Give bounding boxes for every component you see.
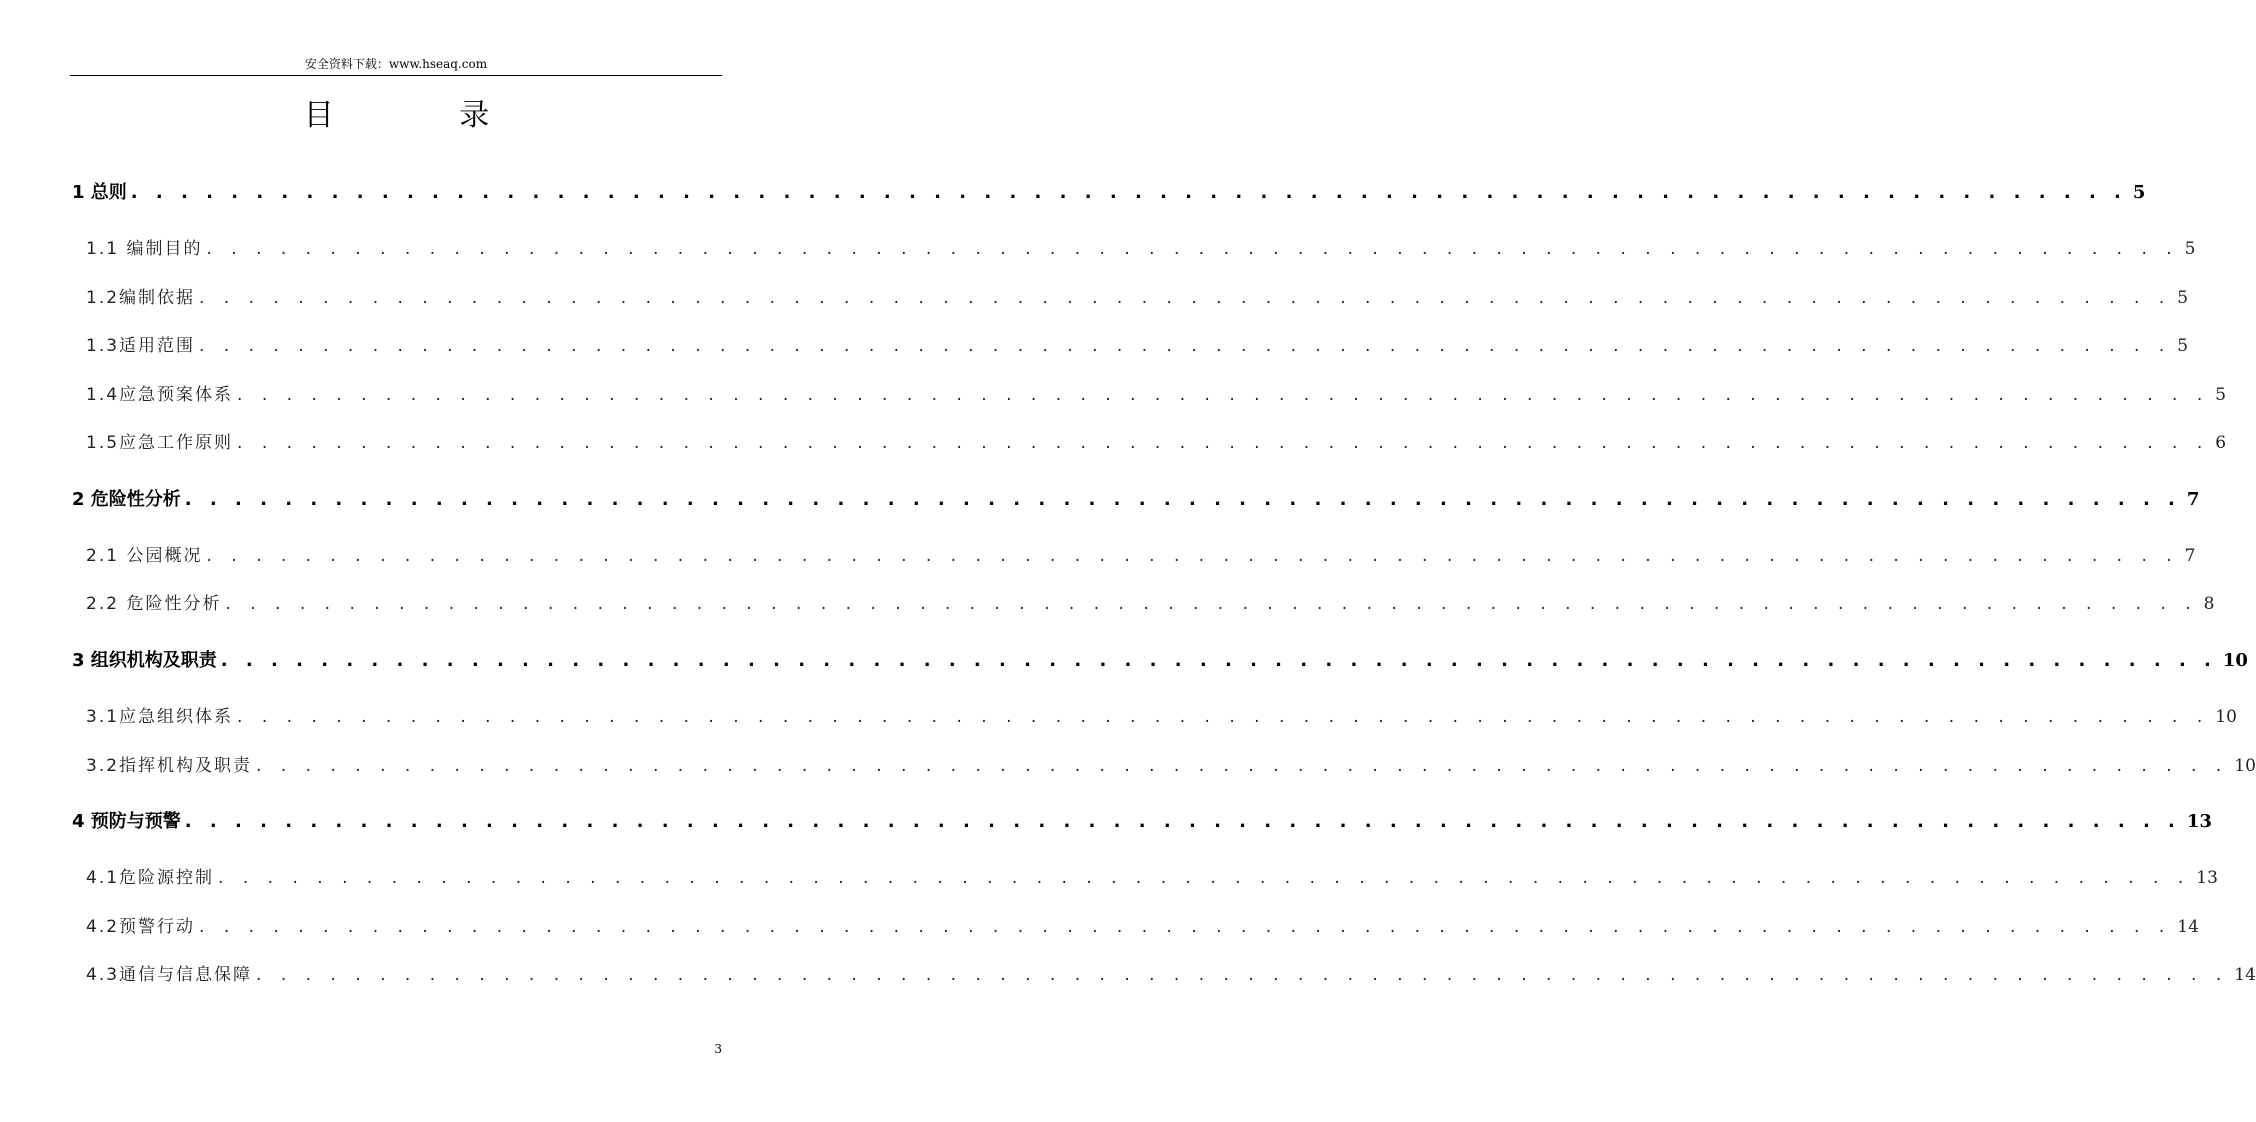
toc-entry[interactable] <box>86 234 2196 259</box>
toc-entry-label: 1.2编制依据 <box>86 288 196 308</box>
toc-entry-label: 3.1应急组织体系 <box>86 707 234 727</box>
toc-leader-dots: . . . . . . . . . . . . . . . . . . . . . . . . . . . . . . . . . . . . . . . . . . . . . . . . . . . . . . . . . . . . . . . . . . . . . . . . . . . . . . . . <box>218 868 2191 888</box>
toc-entry[interactable] <box>86 331 2189 356</box>
toc-entry[interactable] <box>86 428 2227 453</box>
toc-leader-dots: . . . . . . . . . . . . . . . . . . . . . . . . . . . . . . . . . . . . . . . . . . . . . . . . . . . . . . . . . . . . . . . . . . . . . . . . . . . . . . . . <box>220 650 2217 671</box>
toc-entry-label: 1.4应急预案体系 <box>86 385 234 405</box>
toc-entry-page: 7 <box>2184 546 2196 566</box>
toc-entry-page: 10 <box>2215 707 2237 727</box>
toc-entry[interactable] <box>86 912 2199 937</box>
toc-entry-page: 14 <box>2234 965 2256 985</box>
toc-entry[interactable] <box>86 589 2215 614</box>
toc-entry-label: 2 危险性分析 <box>72 489 181 510</box>
toc-entry-page: 6 <box>2215 433 2227 453</box>
toc-entry-label: 1 总则 <box>72 182 127 203</box>
page-number: 3 <box>714 1042 722 1056</box>
toc-leader-dots: . . . . . . . . . . . . . . . . . . . . . . . . . . . . . . . . . . . . . . . . . . . . . . . . . . . . . . . . . . . . . . . . . . . . . . . . . . . . . . . . <box>199 917 2172 937</box>
toc-leader-dots: . . . . . . . . . . . . . . . . . . . . . . . . . . . . . . . . . . . . . . . . . . . . . . . . . . . . . . . . . . . . . . . . . . . . . . . . . . . . . . . . <box>256 965 2229 985</box>
toc-entry-page: 13 <box>2186 811 2212 832</box>
page-header: 安全资料下载：www.hseaq.com <box>304 57 488 71</box>
toc-leader-dots: . . . . . . . . . . . . . . . . . . . . . . . . . . . . . . . . . . . . . . . . . . . . . . . . . . . . . . . . . . . . . . . . . . . . . . . . . . . . . . . . <box>256 756 2229 776</box>
toc-leader-dots: . . . . . . . . . . . . . . . . . . . . . . . . . . . . . . . . . . . . . . . . . . . . . . . . . . . . . . . . . . . . . . . . . . . . . . . . . . . . . . . . <box>206 239 2179 259</box>
toc-entry[interactable] <box>72 485 2200 511</box>
toc-entry-label: 1.5应急工作原则 <box>86 433 234 453</box>
toc-entry-page: 8 <box>2203 594 2215 614</box>
toc-entry[interactable] <box>86 702 2237 727</box>
toc-entry-label: 1.1 编制目的 <box>86 239 203 259</box>
toc-entry-page: 5 <box>2132 182 2146 203</box>
toc-entry-page: 10 <box>2222 650 2248 671</box>
toc-entry[interactable] <box>72 807 2212 833</box>
toc-entry-page: 7 <box>2186 489 2200 510</box>
toc-entry[interactable] <box>72 646 2248 672</box>
toc-entry-page: 13 <box>2196 868 2218 888</box>
toc-entry-label: 4.3通信与信息保障 <box>86 965 253 985</box>
toc-entry-page: 5 <box>2177 336 2189 356</box>
toc-entry-label: 2.2 危险性分析 <box>86 594 222 614</box>
toc-entry-page: 5 <box>2184 239 2196 259</box>
toc-leader-dots: . . . . . . . . . . . . . . . . . . . . . . . . . . . . . . . . . . . . . . . . . . . . . . . . . . . . . . . . . . . . . . . . . . . . . . . . . . . . . . . . <box>206 546 2179 566</box>
toc-entry[interactable] <box>86 863 2218 888</box>
toc-leader-dots: . . . . . . . . . . . . . . . . . . . . . . . . . . . . . . . . . . . . . . . . . . . . . . . . . . . . . . . . . . . . . . . . . . . . . . . . . . . . . . . . <box>237 707 2210 727</box>
toc-entry[interactable] <box>86 541 2196 566</box>
toc-leader-dots: . . . . . . . . . . . . . . . . . . . . . . . . . . . . . . . . . . . . . . . . . . . . . . . . . . . . . . . . . . . . . . . . . . . . . . . . . . . . . . . . <box>184 811 2181 832</box>
toc-leader-dots: . . . . . . . . . . . . . . . . . . . . . . . . . . . . . . . . . . . . . . . . . . . . . . . . . . . . . . . . . . . . . . . . . . . . . . . . . . . . . . . . <box>225 594 2198 614</box>
toc-leader-dots: . . . . . . . . . . . . . . . . . . . . . . . . . . . . . . . . . . . . . . . . . . . . . . . . . . . . . . . . . . . . . . . . . . . . . . . . . . . . . . . . <box>237 385 2210 405</box>
toc-entry[interactable] <box>72 178 2146 204</box>
toc-entry[interactable] <box>86 751 2256 776</box>
toc-entry[interactable] <box>86 960 2256 985</box>
toc-entry-page: 5 <box>2177 288 2189 308</box>
toc-entry-label: 1.3适用范围 <box>86 336 196 356</box>
toc-entry[interactable] <box>86 283 2189 308</box>
toc-leader-dots: . . . . . . . . . . . . . . . . . . . . . . . . . . . . . . . . . . . . . . . . . . . . . . . . . . . . . . . . . . . . . . . . . . . . . . . . . . . . . . . . <box>130 182 2127 203</box>
toc-entry-label: 4.1危险源控制 <box>86 868 215 888</box>
toc-entry-label: 4.2预警行动 <box>86 917 196 937</box>
toc-leader-dots: . . . . . . . . . . . . . . . . . . . . . . . . . . . . . . . . . . . . . . . . . . . . . . . . . . . . . . . . . . . . . . . . . . . . . . . . . . . . . . . . <box>237 433 2210 453</box>
toc-entry-page: 14 <box>2177 917 2199 937</box>
toc-entry-page: 10 <box>2234 756 2256 776</box>
document-title: 目 录 <box>303 98 548 133</box>
toc-entry-label: 2.1 公园概况 <box>86 546 203 566</box>
toc-entry-label: 4 预防与预警 <box>72 811 181 832</box>
toc-leader-dots: . . . . . . . . . . . . . . . . . . . . . . . . . . . . . . . . . . . . . . . . . . . . . . . . . . . . . . . . . . . . . . . . . . . . . . . . . . . . . . . . <box>184 489 2181 510</box>
toc-leader-dots: . . . . . . . . . . . . . . . . . . . . . . . . . . . . . . . . . . . . . . . . . . . . . . . . . . . . . . . . . . . . . . . . . . . . . . . . . . . . . . . . <box>199 288 2172 308</box>
toc-entry-page: 5 <box>2215 385 2227 405</box>
toc-entry-label: 3 组织机构及职责 <box>72 650 217 671</box>
toc-entry[interactable] <box>86 380 2227 405</box>
toc-entry-label: 3.2指挥机构及职责 <box>86 756 253 776</box>
toc-leader-dots: . . . . . . . . . . . . . . . . . . . . . . . . . . . . . . . . . . . . . . . . . . . . . . . . . . . . . . . . . . . . . . . . . . . . . . . . . . . . . . . . <box>199 336 2172 356</box>
